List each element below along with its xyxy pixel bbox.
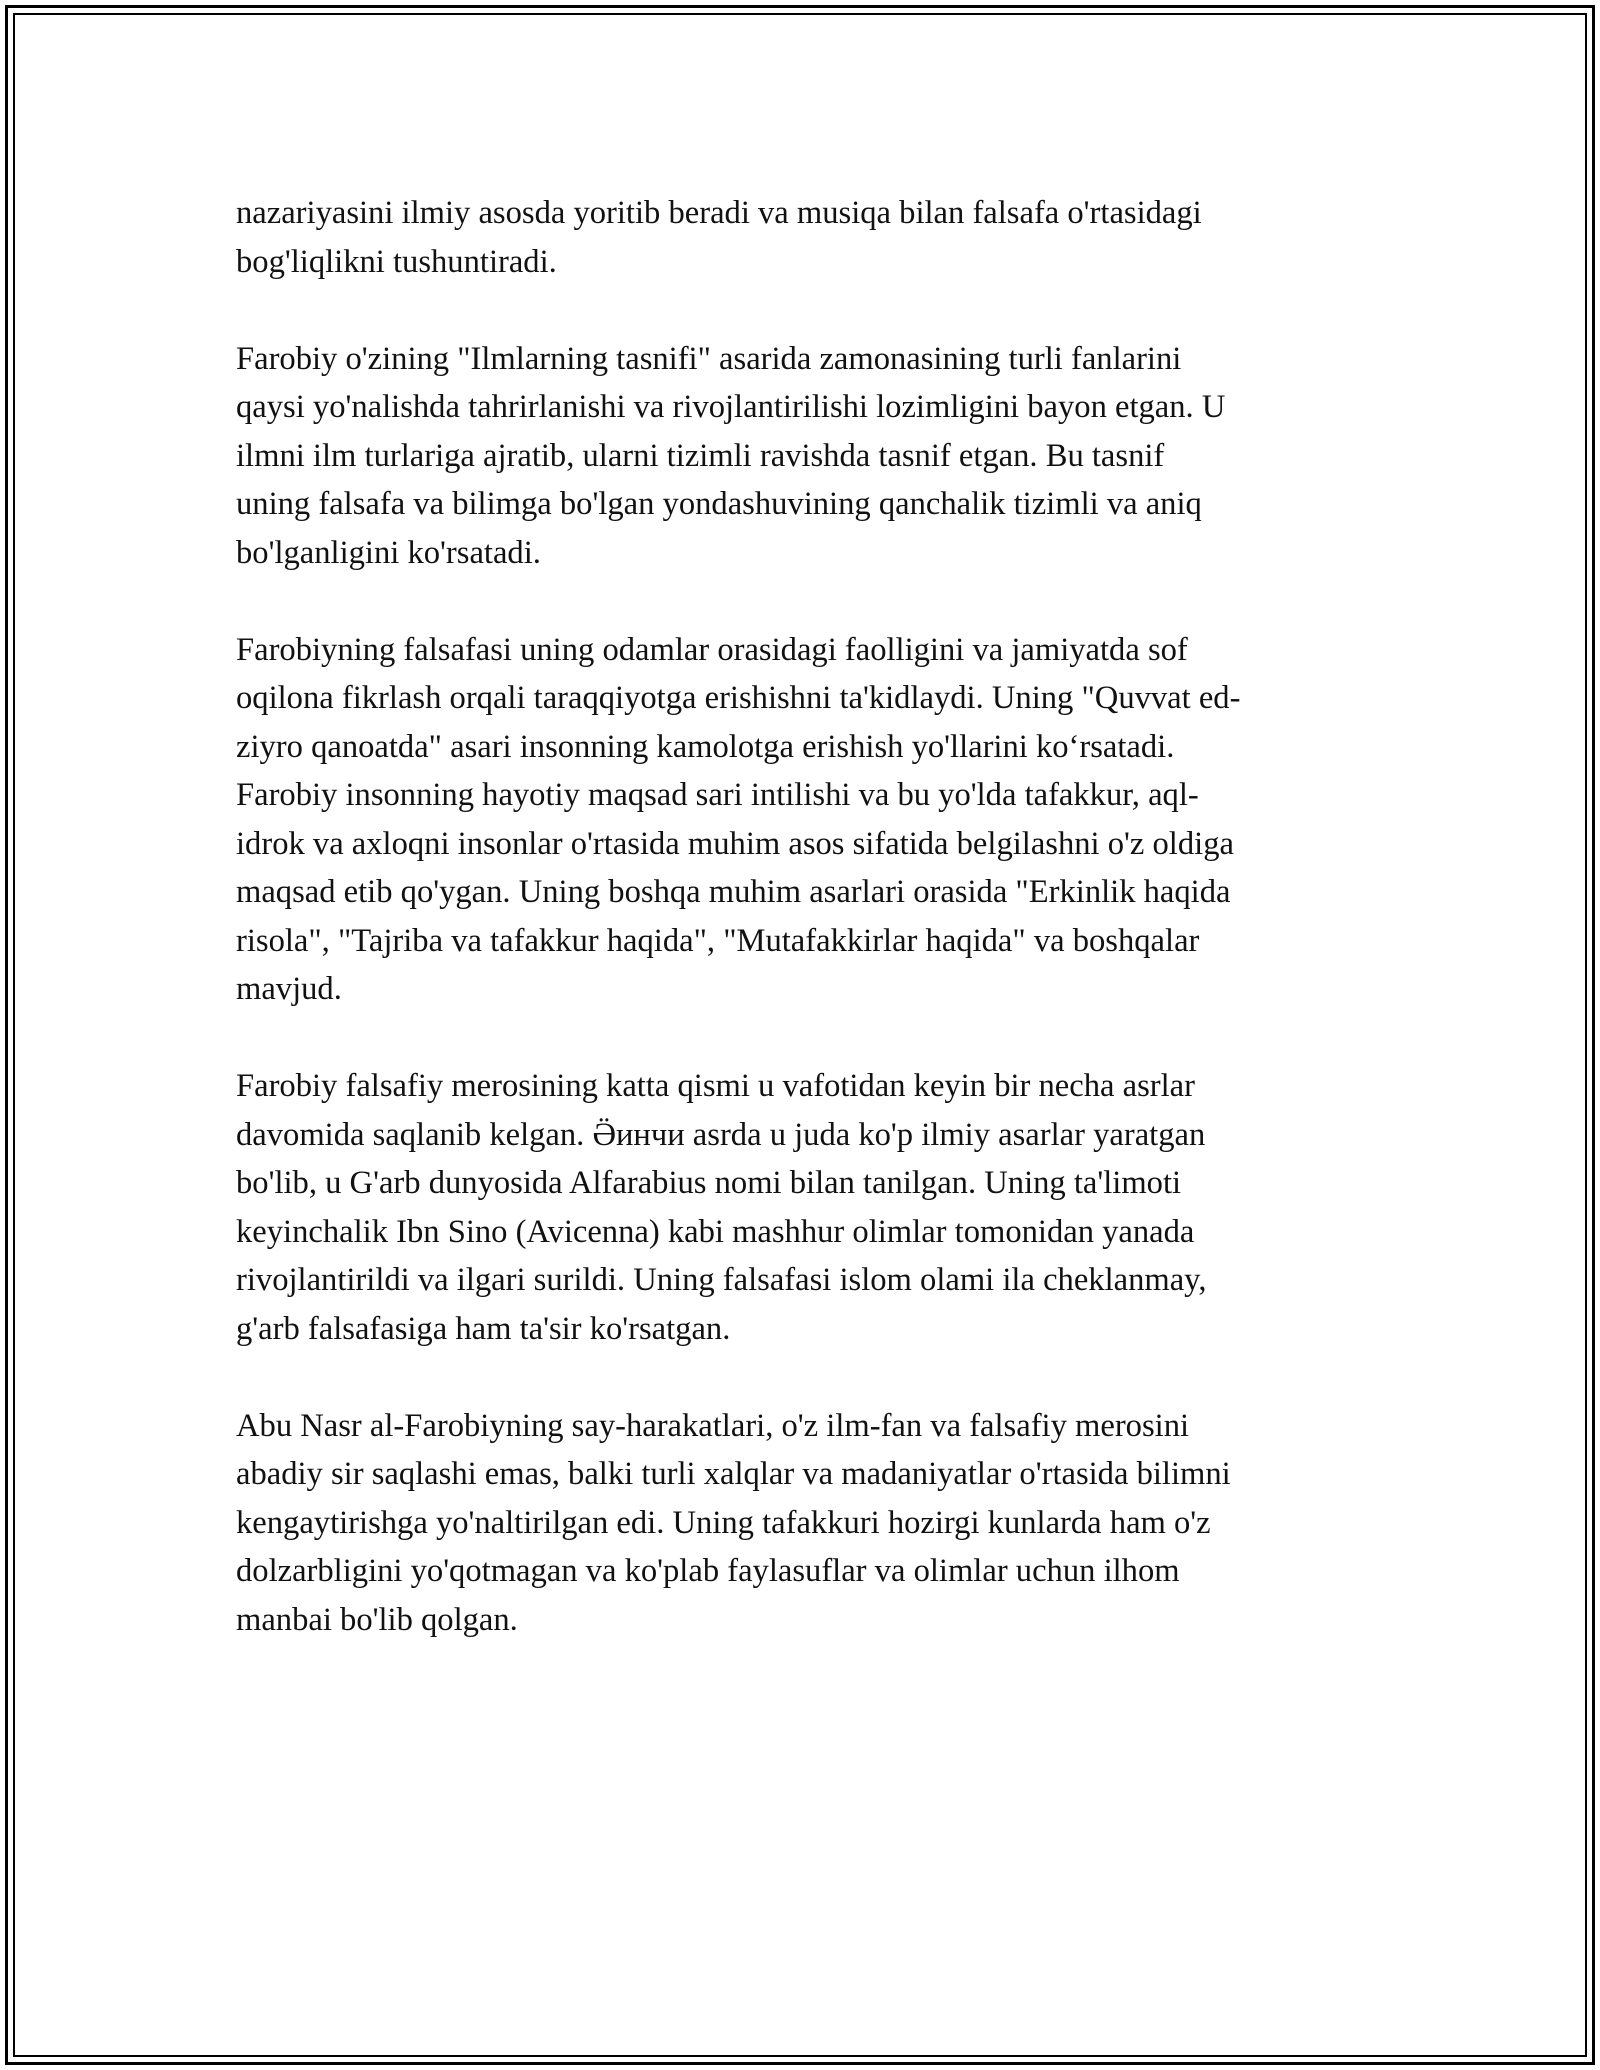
text-line: ilmni ilm turlariga ajratib, ularni tizimli ravishda tasnif etgan. Bu tasnif [236, 437, 1165, 474]
text-line: ziyro qanoatda" asari insonning kamolotga erishish yo'llarini ko‘rsatadi. [236, 728, 1175, 765]
text-line: bo'lganligini ko'rsatadi. [236, 534, 541, 571]
text-line: maqsad etib qo'ygan. Uning boshqa muhim asarlari orasida "Erkinlik haqida [236, 874, 1231, 910]
paragraph-1 [236, 189, 1376, 286]
paragraph-5 [236, 1402, 1376, 1645]
document-body [236, 189, 1376, 1693]
text-line: Farobiyning falsafasi uning odamlar orasidagi faolligini va jamiyatda sof [236, 631, 1188, 668]
text-line: bo'lib, u G'arb dunyosida Alfarabius nomi bilan tanilgan. Uning ta'limoti [236, 1165, 1182, 1201]
paragraph-4 [236, 1062, 1376, 1353]
text-line: risola", "Tajriba va tafakkur haqida", "Mutafakkirlar haqida" va boshqalar [236, 922, 1200, 959]
text-line: kengaytirishga yo'naltirilgan edi. Uning tafakkuri hozirgi kunlarda ham o'z [236, 1504, 1211, 1541]
text-line: davomida saqlanib kelgan. Ӛинчи asrda u juda ko'p ilmiy asarlar yaratgan [236, 1116, 1206, 1153]
text-line: Abu Nasr al-Farobiyning say-harakatlari, o'z ilm-fan va falsafiy merosini [236, 1407, 1190, 1444]
text-line: uning falsafa va bilimga bo'lgan yondashuvining qanchalik tizimli va aniq [236, 486, 1202, 522]
text-line: manbai bo'lib qolgan. [236, 1601, 518, 1638]
text-line: Farobiy o'zining "Ilmlarning tasnifi" asarida zamonasining turli fanlarini [236, 340, 1182, 377]
text-line: qaysi yo'nalishda tahrirlanishi va rivojlantirilishi lozimligini bayon etgan. U [236, 389, 1226, 425]
text-line: abadiy sir saqlashi emas, balki turli xalqlar va madaniyatlar o'rtasida bilimni [236, 1456, 1231, 1492]
text-line: mavjud. [236, 971, 342, 1007]
paragraph-2 [236, 335, 1376, 578]
text-line: oqilona fikrlash orqali taraqqiyotga erishishni ta'kidlaydi. Uning "Quvvat ed- [236, 680, 1241, 716]
text-line: rivojlantirildi va ilgari surildi. Uning falsafasi islom olami ila cheklanmay, [236, 1262, 1207, 1298]
text-line: Farobiy falsafiy merosining katta qismi u vafotidan keyin bir necha asrlar [236, 1068, 1195, 1104]
paragraph-3 [236, 626, 1376, 1014]
text-line: g'arb falsafasiga ham ta'sir ko'rsatgan. [236, 1310, 731, 1347]
text-line: Farobiy insonning hayotiy maqsad sari intilishi va bu yo'lda tafakkur, aql- [236, 777, 1199, 813]
text-line: idrok va axloqni insonlar o'rtasida muhim asos sifatida belgilashni o'z oldiga [236, 825, 1234, 862]
text-line: dolzarbligini yo'qotmagan va ko'plab faylasuflar va olimlar uchun ilhom [236, 1553, 1180, 1589]
text-line: bog'liqlikni tushuntiradi. [236, 243, 557, 280]
text-line: nazariyasini ilmiy asosda yoritib beradi va musiqa bilan falsafa o'rtasidagi [236, 195, 1202, 231]
text-line: keyinchalik Ibn Sino (Avicenna) kabi mashhur olimlar tomonidan yanada [236, 1213, 1195, 1250]
